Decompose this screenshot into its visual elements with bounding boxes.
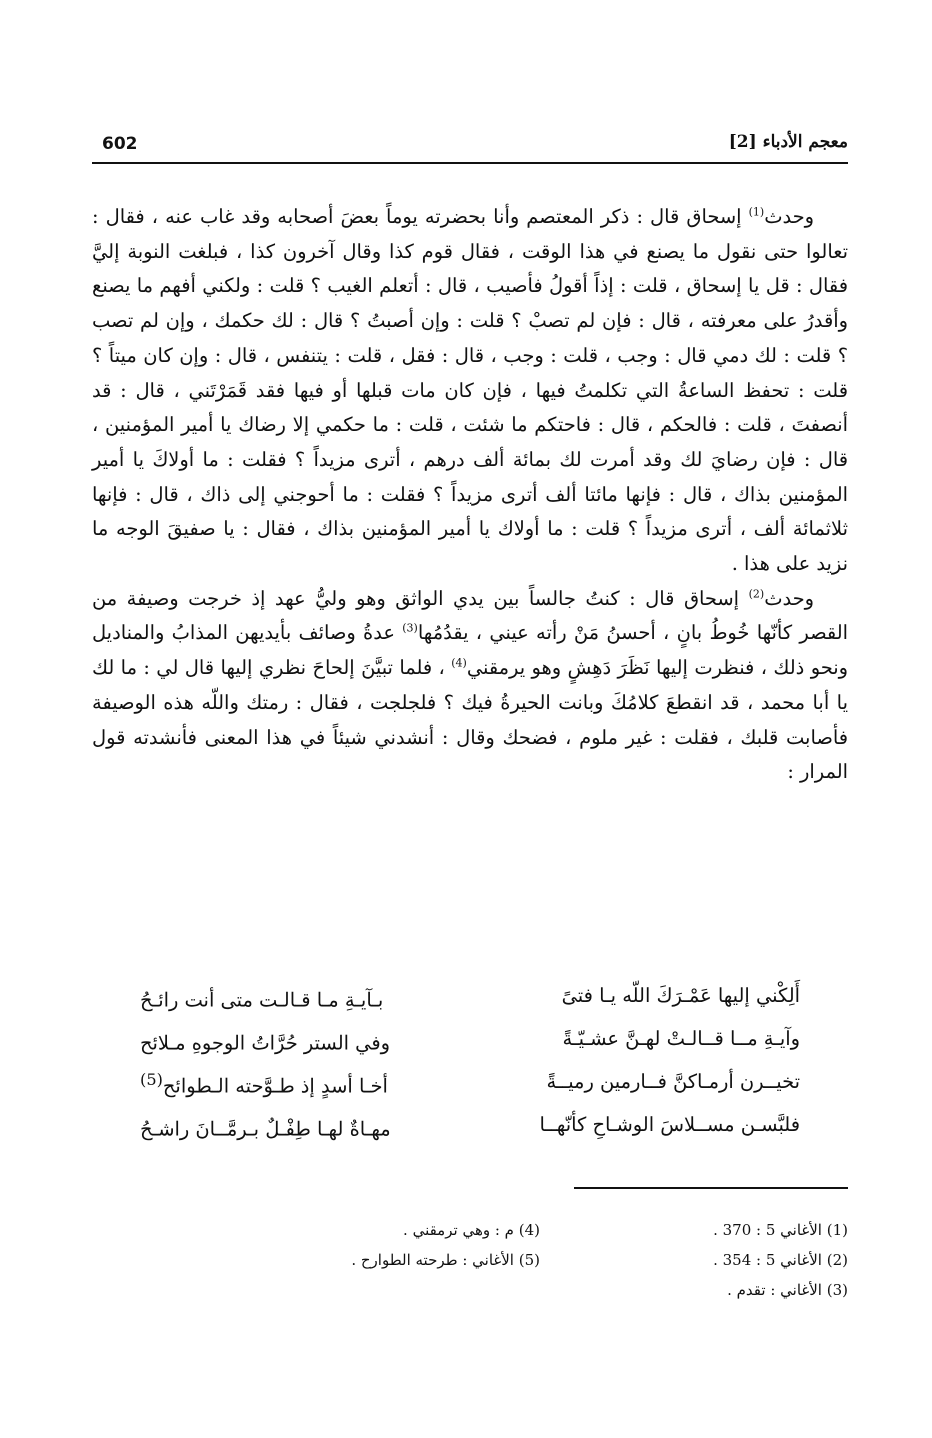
footnote-rule <box>574 1187 848 1189</box>
verse-second-hemistich <box>140 1070 388 1097</box>
footnote-ref-2: (2) <box>748 587 765 601</box>
hemistich-text: بـآيـةِ مـا قـالـت متى أنت رائـحُ <box>140 988 384 1012</box>
footnotes-left-column <box>220 1215 540 1275</box>
footnote-ref-4: (4) <box>451 656 467 670</box>
footnote-4: (4) م : وهي ترمقني . <box>403 1221 540 1239</box>
verse <box>140 1113 800 1156</box>
p2-text-c: عدةُ وصائف بأيديهن المذابُ والمناديل ونحو ذلك ، فنظرت إليها نَظَرَ دَهِشٍ وهو يرمقني <box>92 621 848 680</box>
hemistich-text: أخـا أسدٍ إذ طـوَّحته الـطوائح <box>162 1074 388 1098</box>
page-header <box>96 130 848 160</box>
poem <box>140 984 800 1156</box>
footnote-1: (1) الأغاني 5 : 370 . <box>713 1221 848 1239</box>
paragraph-1 <box>92 200 848 582</box>
main-text <box>92 200 848 790</box>
footnote-3: (3) الأغاني : تقدم . <box>727 1281 848 1299</box>
verse-second-hemistich <box>140 1113 391 1140</box>
p1-text-a: وحدث <box>764 205 814 228</box>
verse <box>140 1070 800 1113</box>
p1-text-b: إسحاق قال : ذكر المعتصم وأنا بحضرته يوماً بعضَ أصحابه وقد غاب عنه ، فقال : تعالوا حتى نقول ما يصنع في هذا الوقت ، فقال قوم كذا وقال آخرون كذا ، فبلغت النوبة إليَّ فقال : قل يا إسحاق ، قلت : إذاً أقولُ فأصيب ، قال : أتعلم الغيب ؟ قلت : ولكني أفهم ما يصنع وأقدرُ على معرفته ، قال : فإن لم تصبْ ؟ قلت : وإن أصبتُ ؟ قال : لك حكمك ، وإن لم تصب ؟ قلت : لك دمي قال : وجب ، قلت : وجب ، قال : فقل ، قلت : يتنفس ، قال : وإن كان ميتاً ؟ قلت : تحفظ الساعةُ التي تكلمتُ فيها ، فإن كان مات قبلها أو فيها فقد قَمَرْتَني ، قال : قد أنصفتَ ، قلت : فالحكم ، قال : فاحتكم ما شئت ، قلت : ما حكمي إلا رضاك يا أمير المؤمنين ، قال : فإن رضايَ لك وقد أمرت لك بمائة ألف درهم ، أترى مزيداً ؟ فقلت : ما أولاكَ يا أمير المؤمنين بذاك ، قال : فإنها مائتا ألف أترى مزيداً ؟ فقلت : ما أحوجني إلى ذاك ، قال : فإنها ثلاثمائة ألف ، أترى مزيداً ؟ قلت : ما أولاك يا أمير المؤمنين بذاك ، فقال : يا صفيقَ الوجه ما نزيد على هذا . <box>92 205 848 576</box>
p2-text-d: ، فلما تبيَّنَ إلحاحَ نظري إليها قال لي : ما لك يا أبا محمد ، قد انقطعَ كلامُكَ وبانت الحيرةُ فيك ؟ فلجلجت ، فقال : رمتك واللّه هذه الوصيفة فأصابت قلبك ، فقلت : غير ملوم ، فضحك وقال : أنشدني شيئاً في هذا المعنى فأنشدته قول المرار : <box>92 656 848 784</box>
verse-second-hemistich <box>140 984 383 1011</box>
footnote-ref-1: (1) <box>748 205 765 219</box>
paragraph-2 <box>92 582 848 790</box>
verse-first-hemistich: تخيــرن أرمـاكنَّ فــارمين رميــةً <box>546 1070 800 1093</box>
p2-text-a: وحدث <box>764 586 814 610</box>
verse-first-hemistich: وآيـةِ مــا قــالـتْ لهـنَّ عشـيّـةً <box>562 1027 800 1050</box>
verse-first-hemistich: فلبَّسـن مســلاسَ الوشـاحِ كأنّهــا <box>539 1113 800 1136</box>
book-title: معجم الأدباء [2] <box>728 132 848 152</box>
header-rule <box>92 162 848 164</box>
page-number: 602 <box>102 134 138 154</box>
footnotes-right-column <box>518 1215 848 1305</box>
verse <box>140 1027 800 1070</box>
verse <box>140 984 800 1027</box>
verse-first-hemistich: أَلِكْني إليها عَمْـرَكَ اللّه يـا فتىً <box>561 984 800 1007</box>
footnote-5: (5) الأغاني : طرحته الطوارح . <box>351 1251 540 1269</box>
footnote-2: (2) الأغاني 5 : 354 . <box>713 1251 848 1269</box>
verse-footnote-ref: (5) <box>140 1070 163 1089</box>
p2-text-b: إسحاق قال : كنتُ جالساً بين يدي الواثق وهو وليُّ عهد إذ خرجت وصيفة من القصر كأنّها خُوطُ بانٍ ، أحسنُ مَنْ رأته عيني ، يقدُمُها <box>92 586 848 645</box>
hemistich-text: مهـاةٌ لهـا طِفْـلٌ بـرمَّــانَ راشـحُ <box>140 1117 391 1141</box>
verse-second-hemistich <box>140 1027 390 1054</box>
footnote-ref-3: (3) <box>402 621 418 635</box>
hemistich-text: وفي الستر حُرَّاتُ الوجوهِ مـلائح <box>140 1031 390 1055</box>
